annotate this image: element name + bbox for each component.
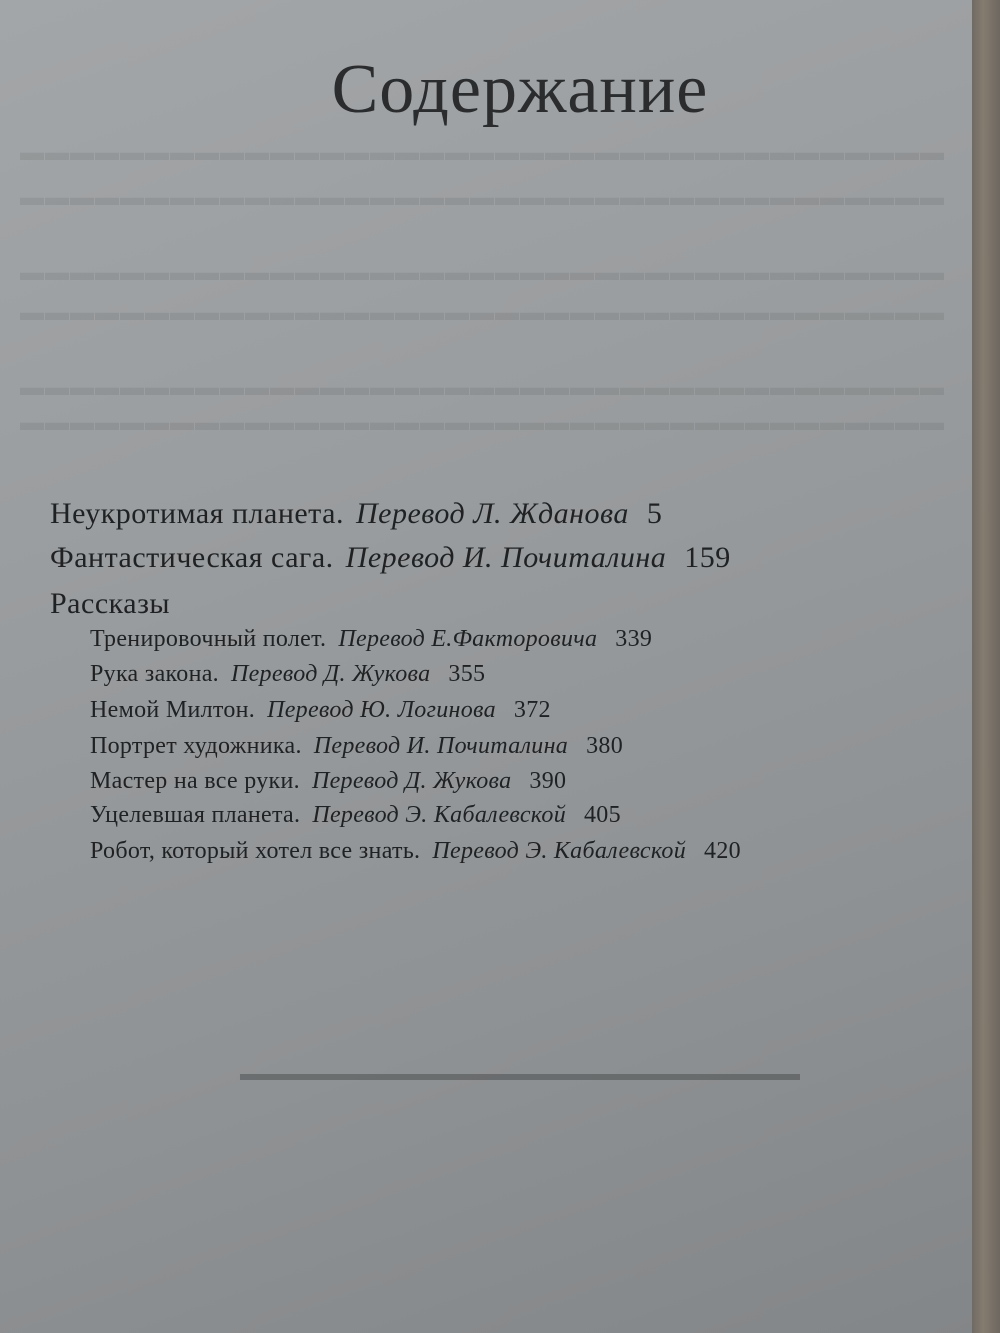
toc-entry xyxy=(50,541,731,575)
toc-entry xyxy=(50,497,662,531)
story-page-number: 390 xyxy=(529,768,567,794)
story-title: Портрет художника. xyxy=(90,733,302,759)
story-page-number: 380 xyxy=(586,733,624,759)
show-through-texture: ▬▬▬▬▬▬▬▬▬▬▬▬▬▬▬▬▬▬▬▬▬▬▬▬▬▬▬▬▬▬▬▬▬▬▬▬▬ xyxy=(20,185,945,211)
toc-story xyxy=(90,733,623,760)
toc-story xyxy=(90,626,652,653)
book-spine-edge xyxy=(972,0,1000,1333)
toc-story xyxy=(90,838,741,865)
story-page-number: 372 xyxy=(513,697,551,723)
story-translator: Перевод Д. Жукова xyxy=(311,768,512,794)
story-title: Немой Милтон. xyxy=(90,697,256,723)
story-title: Мастер на все руки. xyxy=(90,768,300,794)
story-page-number: 339 xyxy=(615,626,653,652)
story-title: Уцелевшая планета. xyxy=(90,802,301,828)
show-through-texture: ▬▬▬▬▬▬▬▬▬▬▬▬▬▬▬▬▬▬▬▬▬▬▬▬▬▬▬▬▬▬▬▬▬▬▬▬▬ xyxy=(20,300,945,326)
entry-title: Неукротимая планета. xyxy=(50,497,344,530)
toc-story xyxy=(90,661,485,688)
story-page-number: 405 xyxy=(584,802,621,828)
show-through-texture: ▬▬▬▬▬▬▬▬▬▬▬▬▬▬▬▬▬▬▬▬▬▬▬▬▬▬▬▬▬▬▬▬▬▬▬▬▬ xyxy=(20,410,945,436)
story-translator: Перевод Э. Кабалевской xyxy=(432,838,687,864)
story-title: Робот, который хотел все знать. xyxy=(90,838,421,864)
entry-translator: Перевод И. Почиталина xyxy=(345,541,667,574)
story-translator: Перевод Э. Кабалевской xyxy=(312,802,566,828)
entry-page-number: 5 xyxy=(646,497,663,530)
show-through-texture: ▬▬▬▬▬▬▬▬▬▬▬▬▬▬▬▬▬▬▬▬▬▬▬▬▬▬▬▬▬▬▬▬▬▬▬▬▬ xyxy=(20,375,945,401)
story-translator: Перевод Д. Жукова xyxy=(230,661,431,687)
section-heading-stories: Рассказы xyxy=(50,587,171,620)
story-page-number: 355 xyxy=(448,661,486,687)
show-through-texture: ▬▬▬▬▬▬▬▬▬▬▬▬▬▬▬▬▬▬▬▬▬▬▬▬▬▬▬▬▬▬▬▬▬▬▬▬▬ xyxy=(20,260,945,286)
story-title: Рука закона. xyxy=(90,661,219,687)
story-translator: Перевод И. Почиталина xyxy=(313,733,569,759)
toc-story xyxy=(90,697,551,724)
entry-translator: Перевод Л. Жданова xyxy=(355,497,629,530)
story-page-number: 420 xyxy=(704,838,741,864)
toc-story xyxy=(90,768,566,795)
entry-page-number: 159 xyxy=(684,541,731,574)
page-title: Содержание xyxy=(331,51,709,128)
toc-story xyxy=(90,802,621,829)
entry-title: Фантастическая сага. xyxy=(50,541,334,574)
story-translator: Перевод Ю. Логинова xyxy=(267,697,496,723)
show-through-texture: ▬▬▬▬▬▬▬▬▬▬▬▬▬▬▬▬▬▬▬▬▬▬▬▬▬▬▬▬▬▬▬▬▬▬▬▬▬ xyxy=(20,140,945,166)
story-translator: Перевод Е.Факторовича xyxy=(338,626,598,652)
story-title: Тренировочный полет. xyxy=(90,626,327,652)
show-through-imprint: ▬▬▬▬▬▬▬▬▬▬▬▬▬▬▬▬▬▬▬▬▬▬▬▬▬▬▬▬ xyxy=(240,1063,800,1085)
